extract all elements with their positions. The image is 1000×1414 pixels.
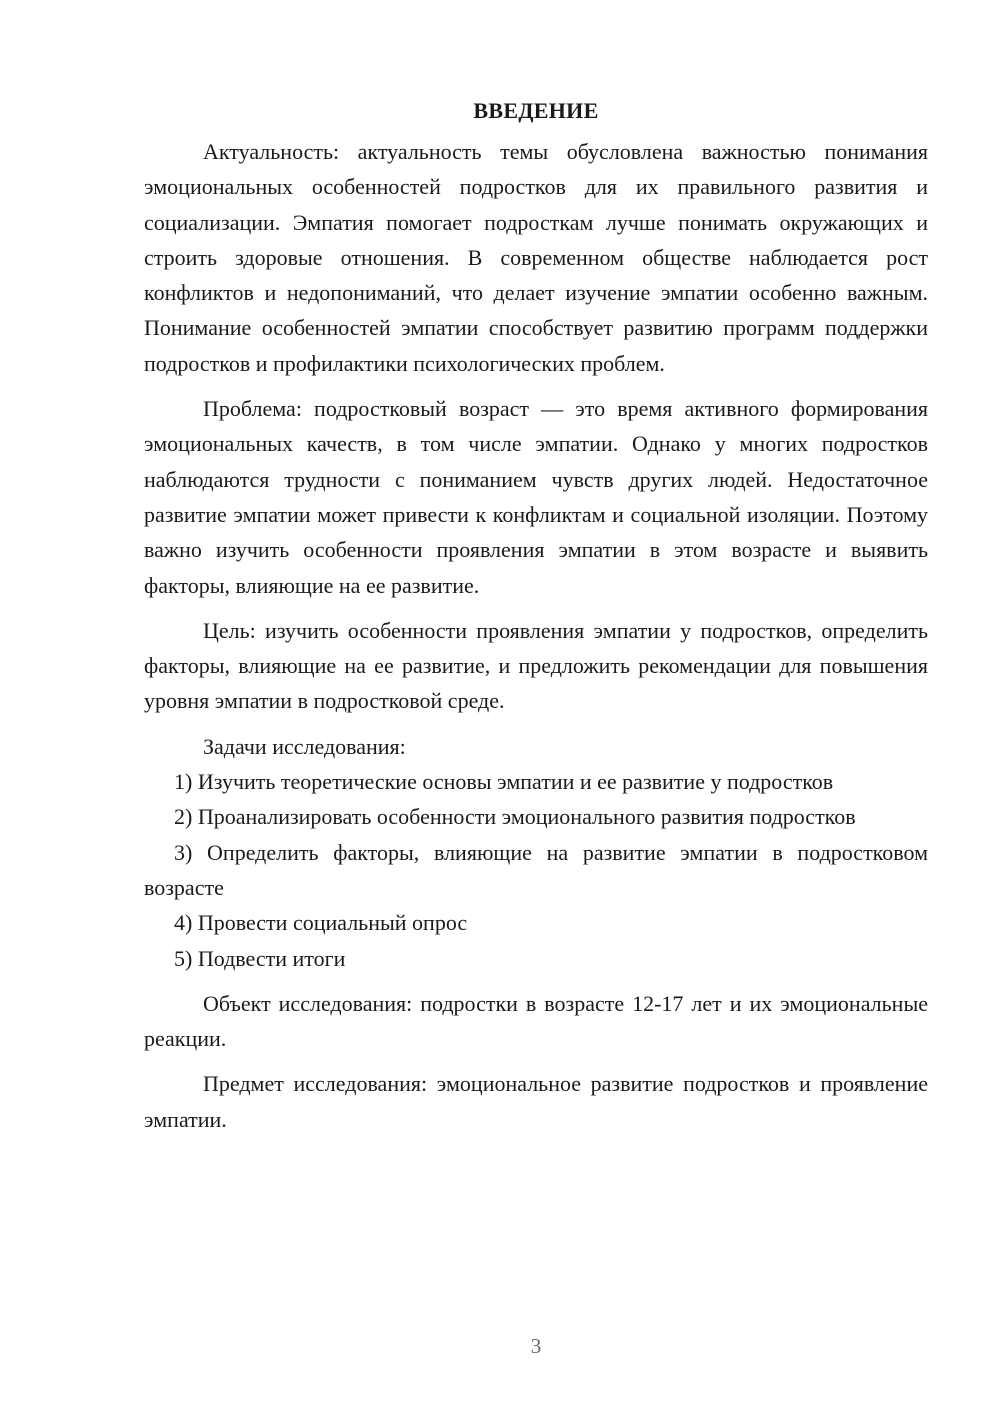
task-item-2: 2) Проанализировать особенности эмоционального развития подростков (174, 804, 856, 830)
object-paragraph: Объект исследования: подростки в возрасте 12-17 лет и их эмоциональные реакции. (144, 990, 928, 1052)
task-item-3: 3) Определить факторы, влияющие на развитие эмпатии в подростковом возрасте (144, 839, 928, 900)
relevance-paragraph: Актуальность: актуальность темы обусловлена важностью понимания эмоциональных особенностей подростков для их правильного развития и социализации. Эмпатия помогает подросткам лучше понимать окружающих и строить здоровые отношения. В современном обществе наблюдается рост конфликтов и недопониманий, что делает изучение эмпатии особенно важным. Понимание особенностей эмпатии способствует развитию программ поддержки подростков и профилактики психологических проблем. (144, 139, 928, 376)
document-page (144, 96, 928, 1137)
problem-paragraph: Проблема: подростковый возраст — это время активного формирования эмоциональных качеств, в том числе эмпатии. Однако у многих подростков наблюдаются трудности с пониманием чувств других людей. Недостаточное развитие эмпатии может привести к конфликтам и социальной изоляции. Поэтому важно изучить особенности проявления эмпатии в этом возрасте и выявить факторы, влияющие на ее развитие. (144, 396, 928, 598)
page-number: 3 (530, 1334, 542, 1358)
section-heading: ВВЕДЕНИЕ (473, 98, 599, 123)
subject-paragraph: Предмет исследования: эмоциональное развитие подростков и проявление эмпатии. (144, 1071, 928, 1132)
task-item-5: 5) Подвести итоги (174, 945, 346, 971)
task-item-4: 4) Провести социальный опрос (174, 910, 468, 936)
task-item-1: 1) Изучить теоретические основы эмпатии и ее развитие у подростков (174, 769, 834, 795)
tasks-title: Задачи исследования: (203, 733, 406, 759)
page-number-container (0, 1334, 1000, 1359)
goal-paragraph: Цель: изучить особенности проявления эмпатии у подростков, определить факторы, влияющие на ее развитие, и предложить рекомендации для повышения уровня эмпатии в подростковой среде. (144, 617, 928, 714)
